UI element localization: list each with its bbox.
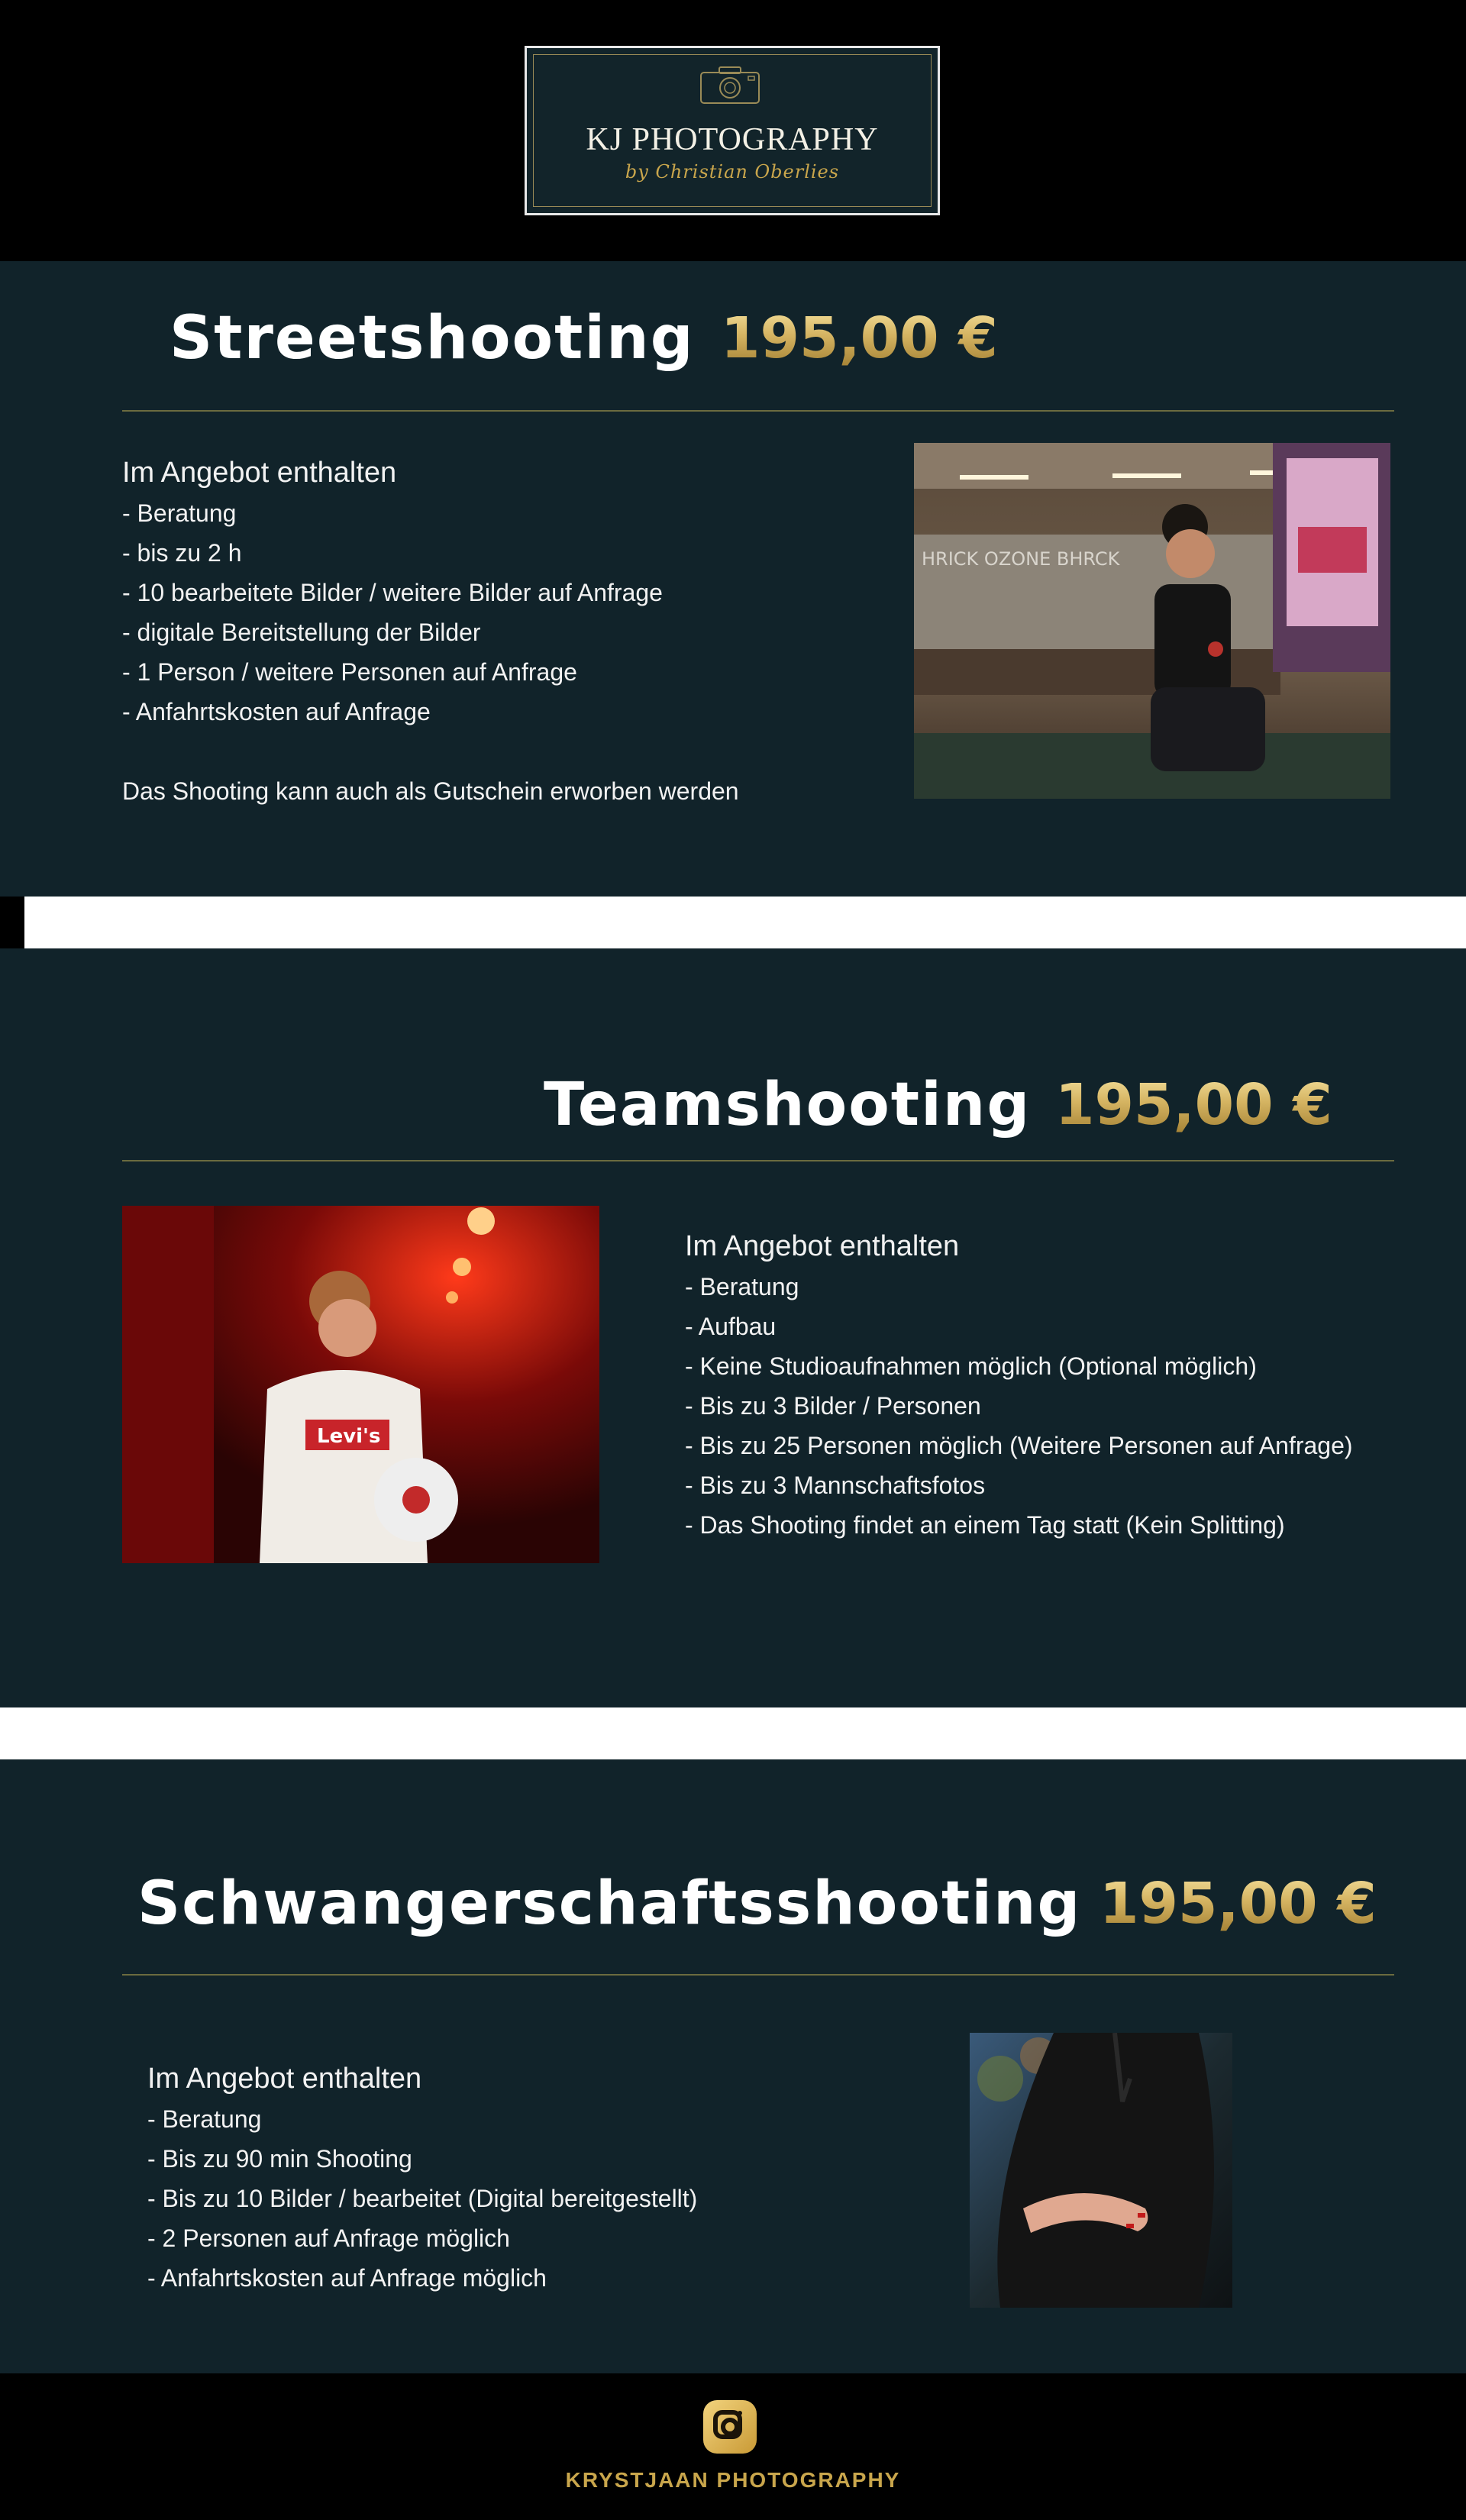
offer-list-heading: Im Angebot enthalten <box>685 1230 960 1262</box>
list-item: - 10 bearbeitete Bilder / weitere Bilder auf Anfrage <box>122 579 663 606</box>
list-item: - bis zu 2 h <box>122 539 242 567</box>
list-item: - Keine Studioaufnahmen möglich (Optional möglich) <box>685 1352 1257 1380</box>
list-item: - Beratung <box>122 499 237 527</box>
list-item: - Bis zu 90 min Shooting <box>147 2145 412 2173</box>
price-label: 195,00 € <box>1100 1871 1377 1937</box>
section-separator <box>24 897 1466 948</box>
logo-subtitle: by Christian Oberlies <box>625 161 840 183</box>
section-divider <box>122 1974 1394 1976</box>
list-item: - Bis zu 3 Bilder / Personen <box>685 1392 981 1420</box>
section-divider <box>122 410 1394 412</box>
price-label: 195,00 € <box>721 305 998 371</box>
offer-list <box>685 1226 1353 1545</box>
svg-text:Levi's: Levi's <box>317 1425 381 1448</box>
list-item: - Anfahrtskosten auf Anfrage möglich <box>147 2264 547 2292</box>
list-item: - Bis zu 10 Bilder / bearbeitet (Digital bereitgestellt) <box>147 2185 698 2212</box>
list-item: - Bis zu 25 Personen möglich (Weitere Personen auf Anfrage) <box>685 1432 1353 1459</box>
camera-icon <box>699 65 760 105</box>
voucher-note: Das Shooting kann auch als Gutschein erworben werden <box>122 777 739 805</box>
section-title: Teamshooting <box>544 1071 1032 1139</box>
list-item: - Beratung <box>147 2105 262 2133</box>
site-logo[interactable] <box>525 46 940 215</box>
list-item: - Das Shooting findet an einem Tag statt (Kein Splitting) <box>685 1511 1285 1539</box>
offer-list <box>147 2058 697 2298</box>
list-item: - Bis zu 3 Mannschaftsfotos <box>685 1472 986 1499</box>
offer-list-heading: Im Angebot enthalten <box>122 457 397 489</box>
section-separator <box>0 1707 1466 1759</box>
footer-brand-link[interactable]: KRYSTJAAN PHOTOGRAPHY <box>565 2468 901 2492</box>
streetshooting-photo <box>914 443 1390 799</box>
teamshooting-photo <box>122 1206 599 1563</box>
price-label: 195,00 € <box>1055 1072 1332 1138</box>
maternity-photo <box>970 2033 1232 2308</box>
offer-list <box>122 452 739 811</box>
logo-title: KJ PHOTOGRAPHY <box>586 122 879 157</box>
svg-text:HRICK OZONE BHRCK: HRICK OZONE BHRCK <box>922 548 1120 570</box>
section-divider <box>122 1160 1394 1161</box>
list-item: - 2 Personen auf Anfrage möglich <box>147 2224 510 2252</box>
offer-list-heading: Im Angebot enthalten <box>147 2063 422 2095</box>
section-title: Schwangerschaftsshooting <box>137 1869 1082 1938</box>
instagram-icon[interactable] <box>703 2400 757 2454</box>
list-item: - digitale Bereitstellung der Bilder <box>122 619 481 646</box>
list-item: - 1 Person / weitere Personen auf Anfrage <box>122 658 577 686</box>
list-item: - Beratung <box>685 1273 799 1300</box>
list-item: - Anfahrtskosten auf Anfrage <box>122 698 431 725</box>
list-item: - Aufbau <box>685 1313 777 1340</box>
section-title: Streetshooting <box>170 304 695 373</box>
